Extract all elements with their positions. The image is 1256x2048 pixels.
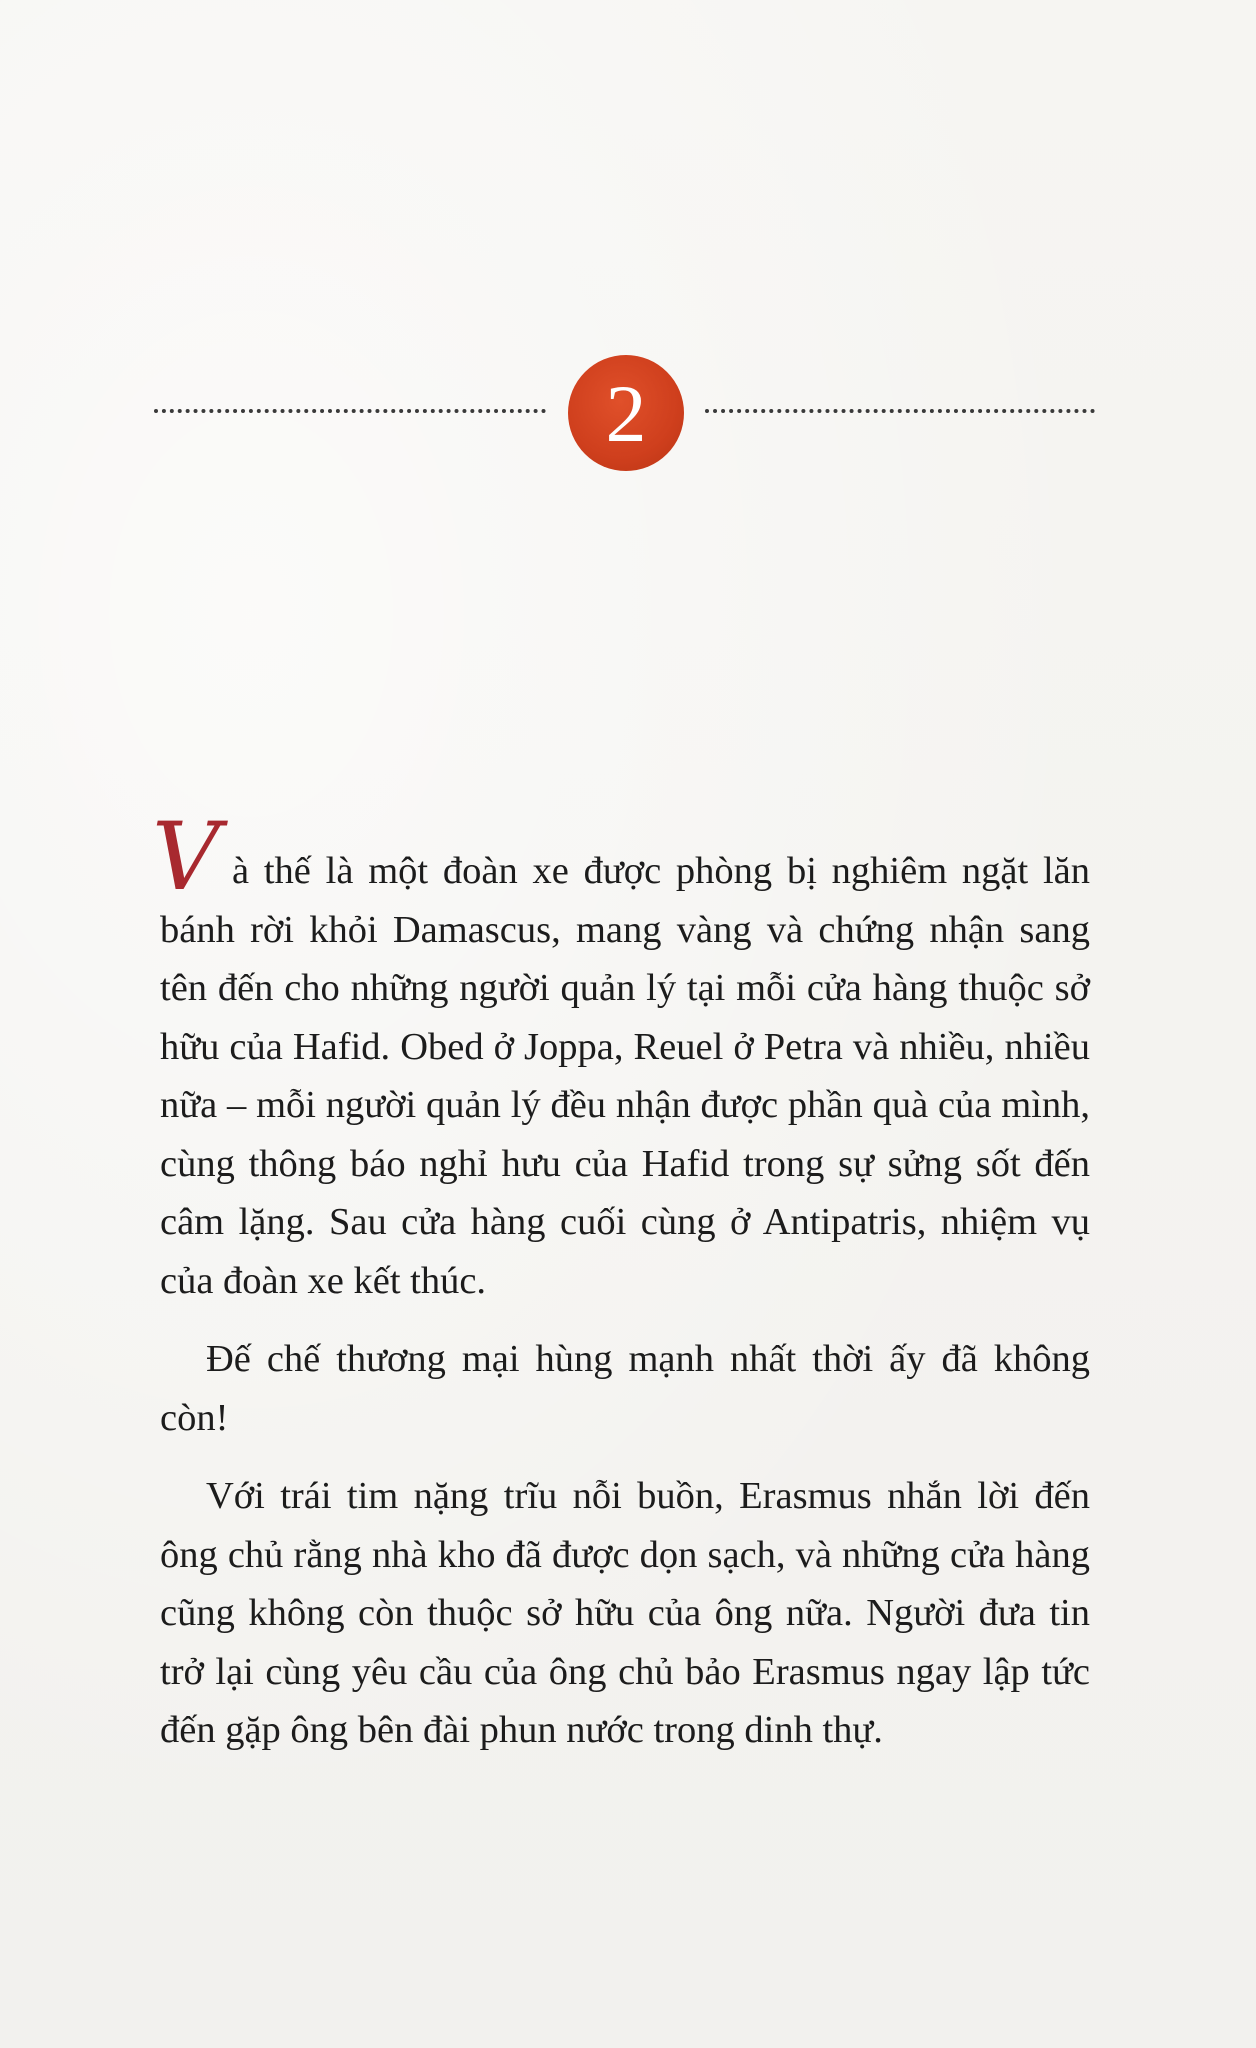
chapter-header: [150, 355, 1096, 475]
dropcap-container: [152, 803, 232, 912]
paragraph-1: [152, 803, 1090, 1310]
chapter-body: [152, 803, 1090, 1760]
paragraph-3: Với trái tim nặng trĩu nỗi buồn, Erasmus nhắn lời đến ông chủ rằng nhà kho đã được dọn sạch, và những cửa hàng cũng không còn thuộc sở hữu của ông nữa. Người đưa tin trở lại cùng yêu cầu của ông chủ bảo Erasmus ngay lập tức đến gặp ông bên đài phun nước trong dinh thự.: [160, 1475, 1090, 1751]
dotted-rule-right: [705, 409, 1095, 413]
dotted-rule-left: [154, 409, 546, 413]
paragraph-1-text: à thế là một đoàn xe được phòng bị nghiêm ngặt lăn bánh rời khỏi Damascus, mang vàng và chứng nhận sang tên đến cho những người quản lý tại mỗi cửa hàng thuộc sở hữu của Hafid. Obed ở Joppa, Reuel ở Petra và nhiều, nhiều nữa – mỗi người quản lý đều nhận được phần quà của mình, cùng thông báo nghỉ hưu của Hafid trong sự sửng sốt đến câm lặng. Sau cửa hàng cuối cùng ở Antipatris, nhiệm vụ của đoàn xe kết thúc.: [160, 850, 1090, 1302]
drop-cap-letter: V: [152, 803, 220, 912]
chapter-number-badge: [568, 355, 684, 471]
chapter-number: 2: [605, 368, 647, 459]
paragraph-2: Đế chế thương mại hùng mạnh nhất thời ấy đã không còn!: [160, 1338, 1090, 1439]
